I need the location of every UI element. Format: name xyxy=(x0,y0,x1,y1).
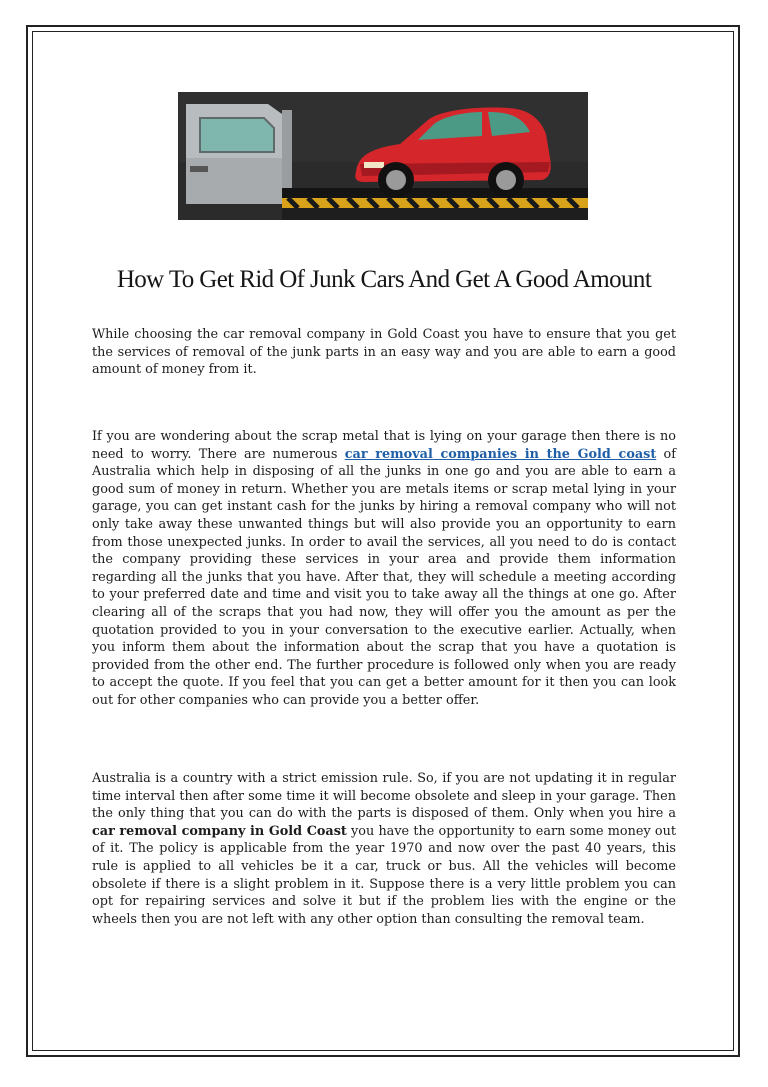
tow-truck-icon xyxy=(178,92,588,220)
page-title: How To Get Rid Of Junk Cars And Get A Good Amount xyxy=(116,266,652,293)
paragraph-3-text-end: you have the opportunity to earn some money out of it. The policy is applicable from the year 1970 and now over the past 40 years, this rule is applied to all vehicles be it a car, truck or bus. All the vehicles will become obsolete if there is a slight problem in it. Suppose there is a very little problem you can opt for repairing services and solve it but if the problem lies with the engine or the wheels then you are not left with any other option than consulting the removal team. xyxy=(92,823,676,927)
tow-truck-banner-image xyxy=(178,92,588,220)
paragraph-1: While choosing the car removal company in Gold Coast you have to ensure that you get the services of removal of the junk parts in an easy way and you are able to earn a good amount of money from it. xyxy=(92,327,676,378)
paragraph-3-text-start: Australia is a country with a strict emission rule. So, if you are not updating it in regular time interval then after some time it will become obsolete and sleep in your garage. Then the only thing that you can do with the parts is disposed of them. Only when you hire a xyxy=(92,771,676,822)
car-removal-company-bold: car removal company in Gold Coast xyxy=(92,823,347,839)
paragraph-3 xyxy=(92,770,676,928)
paragraph-2-text-start: If you are wondering about the scrap metal that is lying on your garage then there is no need to worry. There are numerous xyxy=(92,429,676,462)
paragraph-2-text-end: of Australia which help in disposing of all the junks in one go and you are able to earn a good sum of money in return. Whether you are metals items or scrap metal lying in your garage, you can get instant cash for the junks by hiring a removal company who will not only take away these unwanted things but will also provide you an opportunity to earn from those unexpected junks. In order to avail the services, all you need to do is contact the company providing these services in your area and provide them information regarding all the junks that you have. After that, they will schedule a meeting according to your preferred date and time and visit you to take away all the things at one go. After clearing all of the scraps that you had now, they will offer you the amount as per the quotation provided to you in your conversation to the executive earlier. Actually, when you inform them about the information about the scrap that you have a quotation is provided from the other end. The further procedure is followed only when you are ready to accept the quote. If you feel that you can get a better amount for it then you can look out for other companies who can provide you a better offer. xyxy=(92,446,676,708)
car-removal-companies-link[interactable]: car removal companies in the Gold coast xyxy=(344,446,657,462)
paragraph-2 xyxy=(92,428,676,710)
